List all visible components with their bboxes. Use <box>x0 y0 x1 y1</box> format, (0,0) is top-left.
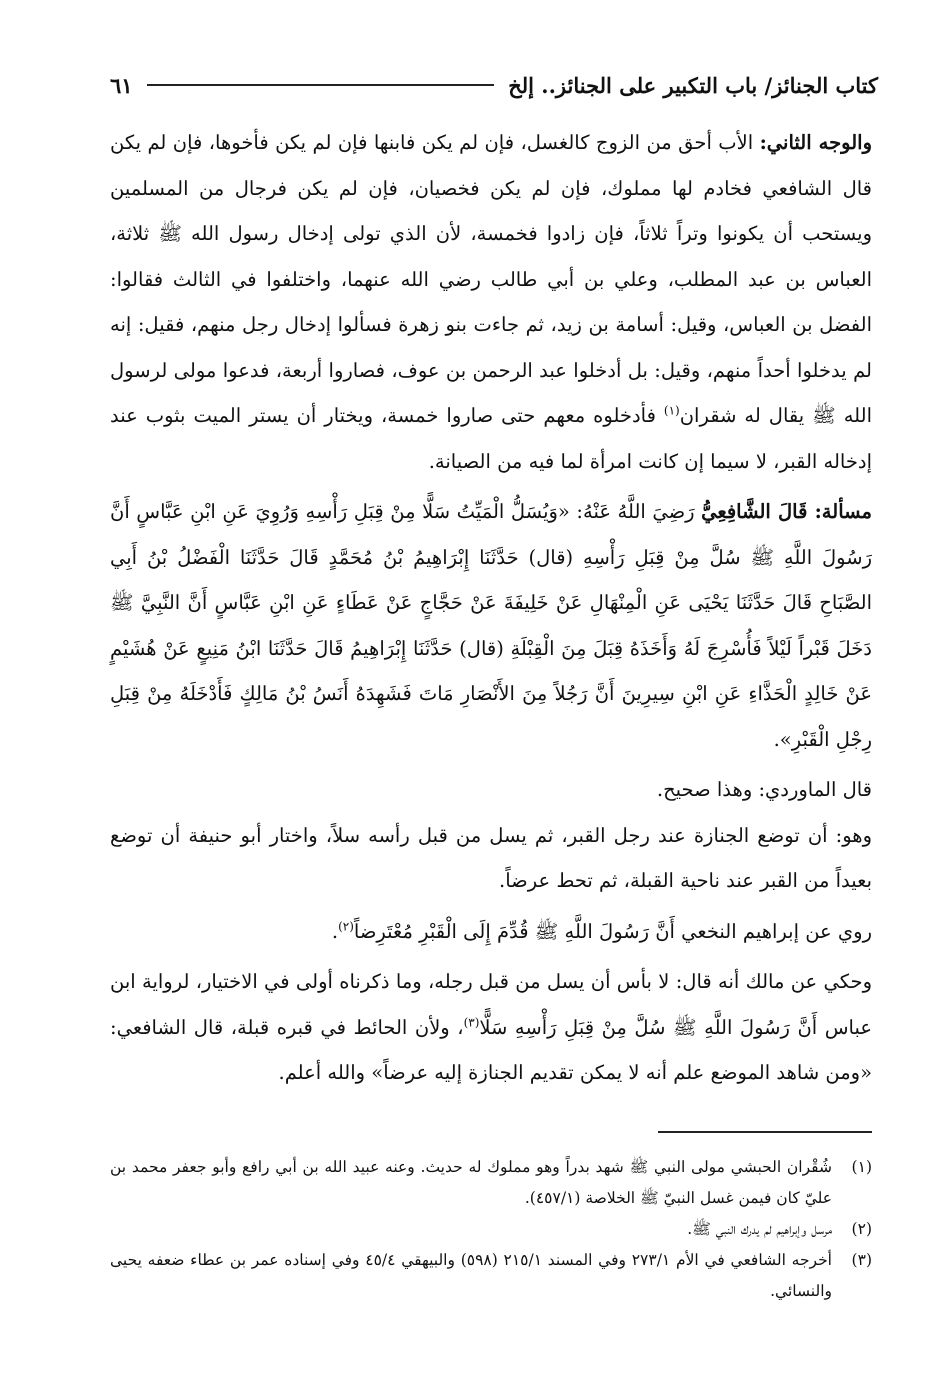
paragraph-nakhai <box>110 909 872 955</box>
header-rule <box>147 84 495 86</box>
footnote-number: (٢) <box>851 1220 872 1238</box>
footnote-item <box>110 1152 872 1214</box>
masala-lead: مسألة: قَالَ الشَّافِعِيُّ <box>701 500 872 523</box>
footnote-item <box>110 1245 872 1307</box>
paragraph-explanation: وهو: أن توضع الجنازة عند رجل القبر، ثم يسل من قبل رأسه سلاً، واختار أبو حنيفة أن توضع بعيداً من القبر عند ناحية القبلة، ثم تحط عرضاً. <box>110 823 872 892</box>
nakhai-end: . <box>331 919 339 943</box>
main-text <box>110 120 872 1096</box>
paragraph-lead: والوجه الثاني: <box>759 131 872 154</box>
footnote-text: مرسل وإبراهيم لم يدرك النبي ﷺ. <box>687 1220 832 1238</box>
masala-text: رَضِيَ اللَّهُ عَنْهُ: «وَيُسَلُّ الْمَيِّتُ سَلًّا مِنْ قِبَلِ رَأْسِهِ وَرُوِيَ عَنِ ابْنِ عَبَّاسٍ أَنَّ رَسُولَ اللَّهِ ﷺ سُلَّ مِنْ قِبَلِ رَأْسِهِ (قال) حَدَّثَنَا إِبْرَاهِيمُ بْنُ مُحَمَّدٍ قَالَ حَدَّثَنَا الْفَضْلُ بْنُ أَبِي الصَّبَاحِ قَالَ حَدَّثَنَا يَحْيَى عَنِ الْمِنْهَالِ عَنْ خَلِيفَةَ عَنْ حَجَّاجٍ عَنْ عَطَاءٍ عَنِ ابْنِ عَبَّاسٍ أَنَّ النَّبِيَّ ﷺ دَخَلَ قَبْراً لَيْلاً فَأُسْرِجَ لَهُ وَأَخَذَهُ قِبَلَ مِنَ الْقِبْلَةِ (قال) حَدَّثَنَا إِبْرَاهِيمُ قَالَ حَدَّثَنَا ابْنُ مَنِيعٍ عَنْ هُشَيْمٍ عَنْ خَالِدٍ الْحَذَّاءِ عَنِ ابْنِ سِيرِينَ أَنَّ رَجُلاً مِنَ الأَنْصَارِ مَاتَ فَشَهِدَهُ أَنَسُ بْنُ مَالِكٍ فَأَدْخَلَهُ مِنْ قِبَلِ رِجْلِ الْقَبْرِ». <box>110 500 872 751</box>
paragraph-malik <box>110 959 872 1096</box>
footnote-number: (٣) <box>851 1251 872 1269</box>
paragraph-text: الأب أحق من الزوج كالغسل، فإن لم يكن فابنها فإن لم يكن فأخوها، فإن لم يكن قال الشافعي فخادم لها مملوك، فإن لم يكن فخصيان، فإن لم يكن فرجال من المسلمين ويستحب أن يكونوا وتراً ثلاثاً، فإن زادوا فخمسة، لأن الذي تولى إدخال رسول الله ﷺ ثلاثة، العباس بن عبد المطلب، وعلي بن أبي طالب رضي الله عنهما، واختلفوا في الثالث فقالوا: الفضل بن العباس، وقيل: أسامة بن زيد، ثم جاءت بنو زهرة فسألوا إدخال رجل منهم، فقيل: إنه لم يدخلوا أحداً منهم، وقيل: بل أدخلوا عبد الرحمن بن عوف، فصاروا أربعة، فدعوا مولى لرسول الله ﷺ يقال له شقران <box>110 131 872 427</box>
paragraph-second-view <box>110 120 872 484</box>
paragraph-mawardi: قال الماوردي: وهذا صحيح. <box>656 778 872 801</box>
footnote-ref-3: (٣) <box>463 1015 480 1029</box>
page-number: ٦١ <box>110 72 133 98</box>
footnote-text: شُقْران الحبشي مولى النبي ﷺ شهد بدراً وهو مملوك له حديث. وعنه عبيد الله بن أبي رافع وأبو جعفر محمد بن عليّ كان فيمن غسل النبيّ ﷺ الخلاصة (٤٥٧/١). <box>110 1158 832 1207</box>
paragraph-masala <box>110 489 872 762</box>
footnote-text: أخرجه الشافعي في الأم ٢٧٣/١ وفي المسند ٢١٥/١ (٥٩٨) والبيهقي ٤٥/٤ وفي إسناده عمر بن عطاء ضعفه يحيى والنسائي. <box>110 1251 832 1300</box>
paragraph-text-cont: فأدخلوه معهم حتى صاروا خمسة، ويختار أن يستر الميت بثوب عند إدخاله القبر، لا سيما إن كانت امرأة لما فيه من الصيانة. <box>110 404 872 473</box>
header-title: كتاب الجنائز/ باب التكبير على الجنائز.. إلخ <box>508 72 878 98</box>
running-header <box>110 68 878 102</box>
footnote-ref-2: (٢) <box>338 919 354 933</box>
malik-text-cont: ، ولأن الحائط في قبره قبلة، قال الشافعي: «ومن شاهد الموضع علم أنه لا يمكن تقديم الجنازة إليه عرضاً» والله أعلم. <box>110 1015 872 1084</box>
footnote-item <box>110 1214 872 1245</box>
footnote-number: (١) <box>851 1158 872 1176</box>
footnote-ref-1: (١) <box>663 403 680 418</box>
malik-text: وحكي عن مالك أنه قال: لا بأس أن يسل من قبل رجله، وما ذكرناه أولى في الاختيار، لرواية ابن عباس أَنَّ رَسُولَ اللَّهِ ﷺ سُلَّ مِنْ قِبَلِ رَأْسِهِ سَلًّا <box>110 970 872 1039</box>
footnotes <box>110 1152 872 1307</box>
nakhai-text: روي عن إبراهيم النخعي أَنَّ رَسُولَ اللَّهِ ﷺ قُدِّمَ إِلَى الْقَبْرِ مُعْتَرِضاً <box>353 919 872 943</box>
footnote-rule <box>658 1131 872 1133</box>
